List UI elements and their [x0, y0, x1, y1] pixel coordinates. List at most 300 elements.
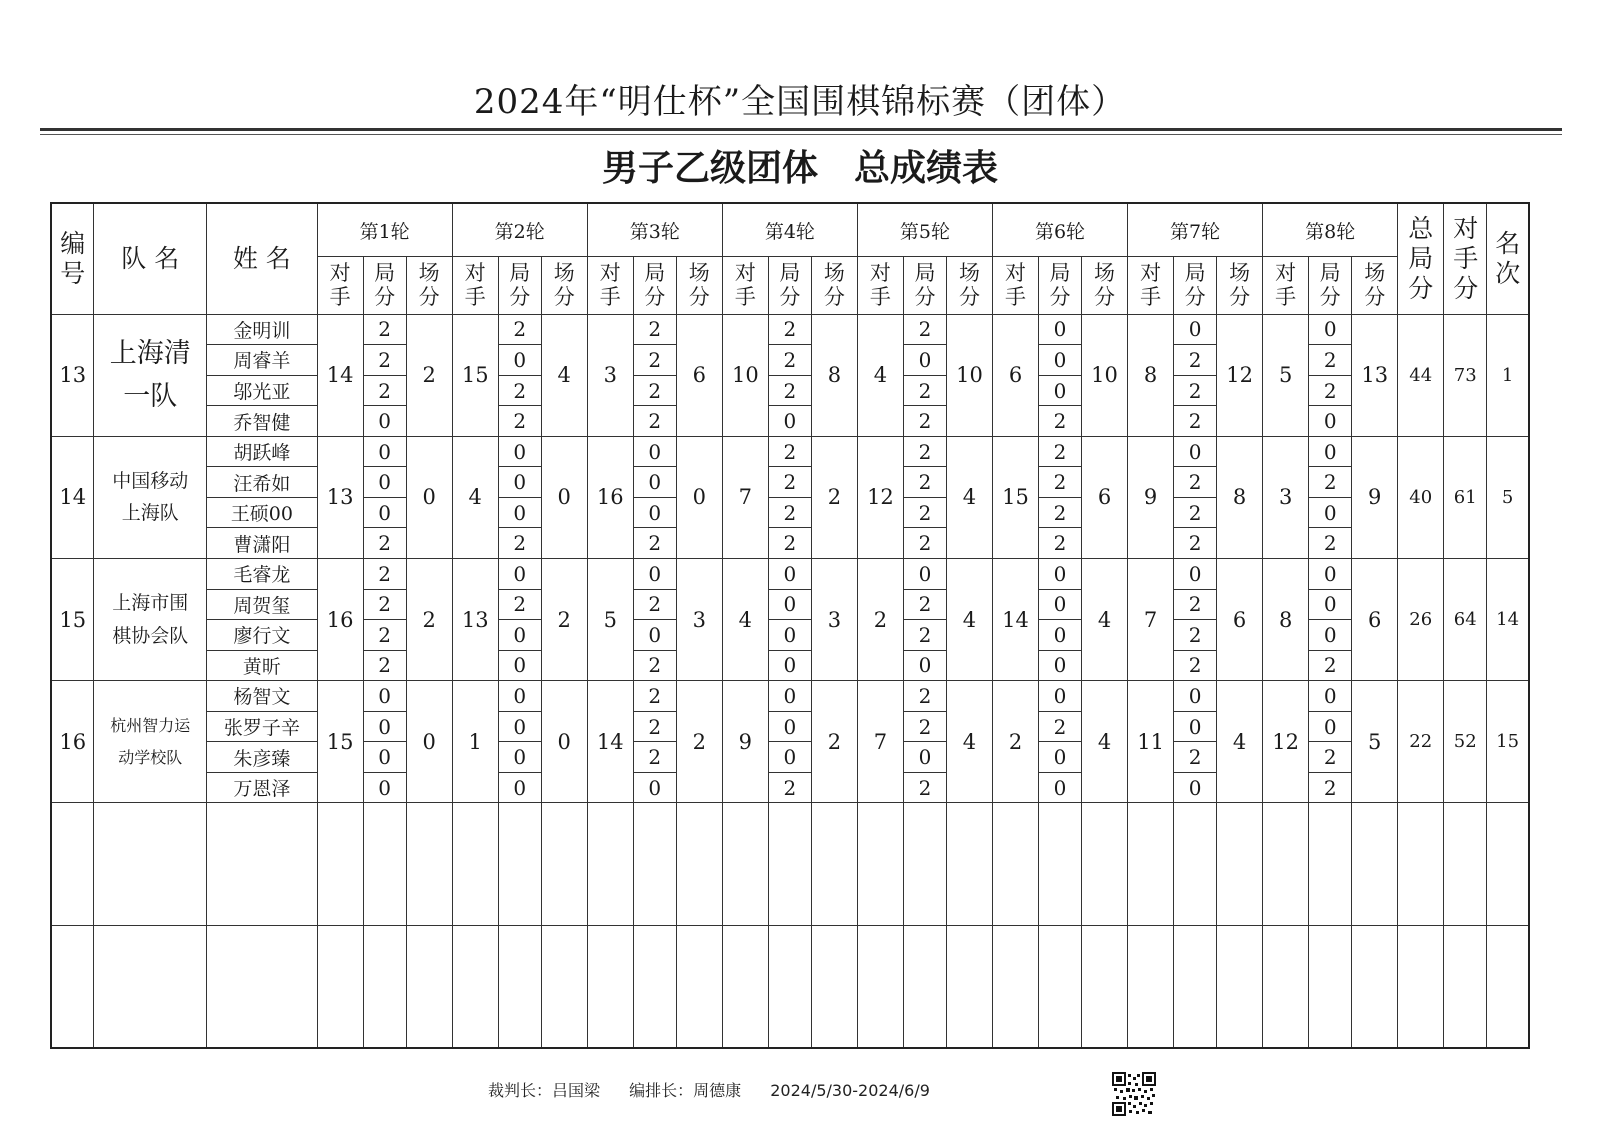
game-score: 2	[498, 528, 541, 559]
game-score: 0	[768, 650, 811, 681]
game-score: 0	[1039, 314, 1082, 345]
empty-cell	[1174, 925, 1217, 1048]
game-score: 2	[1039, 406, 1082, 437]
referee-text: 裁判长：吕国梁	[488, 1081, 601, 1100]
empty-cell	[1398, 803, 1444, 925]
round-opponent: 7	[722, 436, 768, 558]
player-name: 乔智健	[207, 406, 318, 437]
game-score: 2	[498, 589, 541, 620]
game-score: 2	[633, 406, 676, 437]
game-score: 2	[768, 375, 811, 406]
empty-cell	[1039, 803, 1082, 925]
empty-cell	[363, 925, 406, 1048]
header-round-1: 第1轮	[317, 203, 452, 257]
match-score: 6	[1352, 559, 1398, 681]
match-score: 8	[1217, 436, 1263, 558]
round-opponent: 4	[452, 436, 498, 558]
team-name-line1: 杭州智力运	[110, 715, 191, 735]
game-score: 0	[903, 559, 946, 590]
game-score: 0	[633, 436, 676, 467]
empty-cell	[811, 803, 857, 925]
round-opponent: 12	[1263, 681, 1309, 803]
header-round-6: 第6轮	[992, 203, 1127, 257]
empty-cell	[498, 803, 541, 925]
header-match-score-r6: 场分	[1082, 257, 1128, 315]
team-number: 16	[51, 681, 94, 803]
game-score: 0	[768, 620, 811, 651]
empty-cell	[857, 925, 903, 1048]
game-score: 0	[1309, 559, 1352, 590]
game-score: 2	[633, 589, 676, 620]
title-rule-thin	[40, 134, 1562, 135]
match-score: 12	[1217, 314, 1263, 436]
game-score: 0	[1039, 742, 1082, 773]
game-score: 2	[768, 772, 811, 803]
round-opponent: 6	[992, 314, 1038, 436]
header-game-score-r4: 局分	[768, 257, 811, 315]
header-opponent-r8: 对手	[1263, 257, 1309, 315]
empty-cell	[992, 803, 1038, 925]
game-score: 2	[633, 742, 676, 773]
header-game-score-r2: 局分	[498, 257, 541, 315]
header-opponent-r4: 对手	[722, 257, 768, 315]
empty-cell	[857, 803, 903, 925]
game-score: 0	[498, 711, 541, 742]
game-score: 0	[1039, 650, 1082, 681]
round-opponent: 14	[587, 681, 633, 803]
team-name-line2: 上海队	[121, 502, 179, 525]
game-score: 0	[363, 711, 406, 742]
scheduler-text: 编排长：周德康	[629, 1081, 742, 1100]
match-score: 9	[1352, 436, 1398, 558]
header-match-score-r8: 场分	[1352, 257, 1398, 315]
game-score: 0	[1174, 314, 1217, 345]
table-row	[51, 314, 1529, 345]
match-score: 4	[946, 436, 992, 558]
empty-cell	[1309, 925, 1352, 1048]
match-score: 6	[1082, 436, 1128, 558]
player-name: 廖行文	[207, 620, 318, 651]
empty-cell	[94, 925, 207, 1048]
game-score: 2	[1174, 528, 1217, 559]
game-score: 2	[1174, 467, 1217, 498]
empty-cell	[633, 925, 676, 1048]
round-opponent: 13	[317, 436, 363, 558]
game-score: 2	[1039, 528, 1082, 559]
header-game-score-r1: 局分	[363, 257, 406, 315]
game-score: 2	[1039, 467, 1082, 498]
game-score: 2	[903, 497, 946, 528]
match-score: 6	[676, 314, 722, 436]
game-score: 0	[363, 772, 406, 803]
empty-cell	[1487, 803, 1529, 925]
game-score: 2	[1174, 345, 1217, 376]
game-score: 2	[633, 314, 676, 345]
game-score: 0	[1039, 375, 1082, 406]
game-score: 2	[633, 528, 676, 559]
header-opponent-r2: 对手	[452, 257, 498, 315]
game-score: 0	[1309, 314, 1352, 345]
total-game-score: 44	[1398, 314, 1444, 436]
table-subtitle: 男子乙级团体 总成绩表	[601, 148, 998, 189]
game-score: 2	[633, 681, 676, 712]
round-opponent: 11	[1128, 681, 1174, 803]
game-score: 0	[1039, 772, 1082, 803]
empty-cell	[1352, 925, 1398, 1048]
game-score: 2	[1174, 589, 1217, 620]
player-name: 曹潇阳	[207, 528, 318, 559]
match-score: 0	[676, 436, 722, 558]
game-score: 0	[903, 742, 946, 773]
game-score: 0	[1309, 497, 1352, 528]
round-opponent: 15	[452, 314, 498, 436]
opponent-score: 61	[1444, 436, 1487, 558]
player-name: 周睿羊	[207, 345, 318, 376]
game-score: 2	[633, 345, 676, 376]
game-score: 2	[903, 772, 946, 803]
game-score: 0	[363, 467, 406, 498]
game-score: 0	[498, 559, 541, 590]
game-score: 0	[768, 559, 811, 590]
empty-cell	[541, 925, 587, 1048]
header-team: 队 名	[94, 203, 207, 314]
round-opponent: 14	[317, 314, 363, 436]
table-row	[51, 681, 1529, 712]
empty-cell	[1263, 925, 1309, 1048]
match-score: 8	[811, 314, 857, 436]
empty-cell	[406, 925, 452, 1048]
game-score: 0	[768, 742, 811, 773]
header-rank: 名次	[1487, 203, 1529, 314]
game-score: 2	[1039, 497, 1082, 528]
player-name: 金明训	[207, 314, 318, 345]
game-score: 0	[1174, 559, 1217, 590]
empty-cell	[722, 925, 768, 1048]
header-round-7: 第7轮	[1128, 203, 1263, 257]
game-score: 0	[498, 620, 541, 651]
game-score: 2	[903, 375, 946, 406]
empty-cell	[1082, 803, 1128, 925]
empty-cell	[541, 803, 587, 925]
header-opponent-score: 对手分	[1444, 203, 1487, 314]
empty-cell	[452, 803, 498, 925]
game-score: 0	[1309, 436, 1352, 467]
game-score: 2	[1039, 436, 1082, 467]
title-rule-thick	[40, 128, 1562, 131]
game-score: 2	[1309, 528, 1352, 559]
round-opponent: 7	[857, 681, 903, 803]
game-score: 0	[1039, 620, 1082, 651]
match-score: 4	[1082, 681, 1128, 803]
header-round-4: 第4轮	[722, 203, 857, 257]
round-opponent: 7	[1128, 559, 1174, 681]
header-round-3: 第3轮	[587, 203, 722, 257]
empty-cell	[1128, 925, 1174, 1048]
game-score: 2	[903, 436, 946, 467]
empty-cell	[317, 925, 363, 1048]
header-match-score-r1: 场分	[406, 257, 452, 315]
empty-cell	[1217, 803, 1263, 925]
header-match-score-r5: 场分	[946, 257, 992, 315]
round-opponent: 12	[857, 436, 903, 558]
round-opponent: 8	[1263, 559, 1309, 681]
game-score: 0	[498, 772, 541, 803]
empty-cell	[1082, 925, 1128, 1048]
player-name: 毛睿龙	[207, 559, 318, 590]
team-name-line2: 棋协会队	[112, 624, 189, 647]
header-game-score-r3: 局分	[633, 257, 676, 315]
game-score: 0	[1174, 711, 1217, 742]
round-opponent: 4	[722, 559, 768, 681]
empty-cell	[51, 803, 94, 925]
header-opponent-r7: 对手	[1128, 257, 1174, 315]
opponent-score: 52	[1444, 681, 1487, 803]
empty-cell	[722, 803, 768, 925]
game-score: 2	[1174, 375, 1217, 406]
game-score: 2	[363, 314, 406, 345]
game-score: 0	[903, 345, 946, 376]
header-game-score-r5: 局分	[903, 257, 946, 315]
game-score: 2	[768, 345, 811, 376]
empty-cell	[207, 925, 318, 1048]
game-score: 2	[768, 497, 811, 528]
game-score: 2	[363, 528, 406, 559]
game-score: 2	[768, 528, 811, 559]
empty-cell	[946, 803, 992, 925]
match-score: 6	[1217, 559, 1263, 681]
empty-cell	[992, 925, 1038, 1048]
player-name: 汪希如	[207, 467, 318, 498]
empty-cell	[1444, 925, 1487, 1048]
game-score: 0	[498, 742, 541, 773]
empty-cell	[452, 925, 498, 1048]
game-score: 0	[768, 406, 811, 437]
empty-cell	[1217, 925, 1263, 1048]
empty-cell	[587, 925, 633, 1048]
game-score: 2	[1309, 772, 1352, 803]
empty-cell	[903, 803, 946, 925]
game-score: 0	[363, 742, 406, 773]
header-match-score-r3: 场分	[676, 257, 722, 315]
rank: 15	[1487, 681, 1529, 803]
empty-cell	[406, 803, 452, 925]
game-score: 2	[1174, 650, 1217, 681]
team-name	[94, 681, 207, 803]
game-score: 0	[633, 620, 676, 651]
header-total-game-score: 总局分	[1398, 203, 1444, 314]
match-score: 0	[541, 436, 587, 558]
game-score: 2	[903, 467, 946, 498]
round-opponent: 16	[587, 436, 633, 558]
empty-cell	[676, 803, 722, 925]
empty-cell	[768, 803, 811, 925]
team-number: 13	[51, 314, 94, 436]
game-score: 0	[498, 467, 541, 498]
game-score: 2	[903, 528, 946, 559]
round-opponent: 3	[1263, 436, 1309, 558]
game-score: 0	[363, 681, 406, 712]
game-score: 2	[768, 436, 811, 467]
game-score: 0	[1039, 345, 1082, 376]
game-score: 0	[363, 497, 406, 528]
empty-cell	[633, 803, 676, 925]
game-score: 0	[498, 681, 541, 712]
empty-cell	[587, 803, 633, 925]
team-number: 14	[51, 436, 94, 558]
game-score: 0	[363, 406, 406, 437]
qr-code-icon	[1112, 1072, 1156, 1116]
total-game-score: 22	[1398, 681, 1444, 803]
game-score: 0	[768, 589, 811, 620]
round-opponent: 2	[857, 559, 903, 681]
game-score: 0	[1309, 406, 1352, 437]
game-score: 2	[633, 650, 676, 681]
empty-cell	[317, 803, 363, 925]
round-opponent: 5	[1263, 314, 1309, 436]
game-score: 2	[498, 375, 541, 406]
results-table	[50, 202, 1530, 1049]
team-name-line2: 动学校队	[118, 747, 183, 767]
game-score: 0	[1039, 681, 1082, 712]
game-score: 0	[1039, 589, 1082, 620]
total-game-score: 40	[1398, 436, 1444, 558]
match-score: 0	[406, 436, 452, 558]
round-opponent: 14	[992, 559, 1038, 681]
match-score: 2	[406, 559, 452, 681]
game-score: 0	[1174, 436, 1217, 467]
game-score: 2	[768, 467, 811, 498]
round-opponent: 8	[1128, 314, 1174, 436]
game-score: 0	[633, 497, 676, 528]
empty-cell	[94, 803, 207, 925]
player-name: 王硕00	[207, 497, 318, 528]
game-score: 0	[633, 559, 676, 590]
empty-cell	[768, 925, 811, 1048]
player-name: 张罗子辛	[207, 711, 318, 742]
game-score: 2	[903, 681, 946, 712]
game-score: 2	[903, 620, 946, 651]
game-score: 2	[1309, 345, 1352, 376]
header-game-score-r8: 局分	[1309, 257, 1352, 315]
empty-cell	[1174, 803, 1217, 925]
game-score: 2	[363, 345, 406, 376]
game-score: 2	[363, 589, 406, 620]
game-score: 0	[363, 436, 406, 467]
opponent-score: 64	[1444, 559, 1487, 681]
game-score: 2	[1309, 467, 1352, 498]
game-score: 0	[1309, 589, 1352, 620]
header-match-score-r2: 场分	[541, 257, 587, 315]
game-score: 0	[498, 497, 541, 528]
total-game-score: 26	[1398, 559, 1444, 681]
game-score: 2	[1174, 406, 1217, 437]
round-opponent: 2	[992, 681, 1038, 803]
round-opponent: 10	[722, 314, 768, 436]
player-name: 杨智文	[207, 681, 318, 712]
player-name: 邬光亚	[207, 375, 318, 406]
team-name-line2: 一队	[123, 381, 178, 413]
header-round-5: 第5轮	[857, 203, 992, 257]
empty-cell	[1398, 925, 1444, 1048]
header-round-8: 第8轮	[1263, 203, 1398, 257]
game-score: 2	[498, 314, 541, 345]
round-opponent: 5	[587, 559, 633, 681]
empty-cell	[1352, 803, 1398, 925]
round-opponent: 13	[452, 559, 498, 681]
header-opponent-r6: 对手	[992, 257, 1038, 315]
match-score: 0	[406, 681, 452, 803]
match-score: 4	[1082, 559, 1128, 681]
match-score: 2	[811, 436, 857, 558]
player-name: 朱彦臻	[207, 742, 318, 773]
header-no: 编号	[51, 203, 94, 314]
match-score: 3	[811, 559, 857, 681]
game-score: 2	[498, 406, 541, 437]
round-opponent: 3	[587, 314, 633, 436]
empty-cell	[51, 925, 94, 1048]
empty-cell	[903, 925, 946, 1048]
game-score: 0	[768, 681, 811, 712]
team-name	[94, 436, 207, 558]
round-opponent: 4	[857, 314, 903, 436]
header-opponent-r5: 对手	[857, 257, 903, 315]
game-score: 2	[1039, 711, 1082, 742]
game-score: 2	[363, 620, 406, 651]
team-name	[94, 559, 207, 681]
game-score: 0	[1174, 772, 1217, 803]
game-score: 0	[1309, 620, 1352, 651]
empty-cell	[1309, 803, 1352, 925]
match-score: 4	[541, 314, 587, 436]
empty-cell	[207, 803, 318, 925]
game-score: 2	[903, 589, 946, 620]
game-score: 2	[1174, 742, 1217, 773]
game-score: 2	[1309, 650, 1352, 681]
match-score: 4	[1217, 681, 1263, 803]
round-opponent: 1	[452, 681, 498, 803]
document-title: 2024年“明仕杯”全国围棋锦标赛（团体）	[473, 82, 1127, 122]
match-score: 2	[676, 681, 722, 803]
round-opponent: 9	[722, 681, 768, 803]
game-score: 2	[903, 711, 946, 742]
team-name	[94, 314, 207, 436]
game-score: 0	[1309, 711, 1352, 742]
player-name: 万恩泽	[207, 772, 318, 803]
empty-cell	[1444, 803, 1487, 925]
match-score: 3	[676, 559, 722, 681]
match-score: 2	[811, 681, 857, 803]
game-score: 2	[363, 650, 406, 681]
game-score: 0	[1174, 681, 1217, 712]
match-score: 4	[946, 559, 992, 681]
empty-cell	[1128, 803, 1174, 925]
match-score: 10	[946, 314, 992, 436]
header-game-score-r7: 局分	[1174, 257, 1217, 315]
header-name: 姓 名	[207, 203, 318, 314]
date-range: 2024/5/30-2024/6/9	[770, 1081, 930, 1100]
header-opponent-r3: 对手	[587, 257, 633, 315]
game-score: 2	[1174, 497, 1217, 528]
player-name: 周贺玺	[207, 589, 318, 620]
header-match-score-r4: 场分	[811, 257, 857, 315]
empty-cell	[1263, 803, 1309, 925]
header-round-2: 第2轮	[452, 203, 587, 257]
game-score: 2	[903, 406, 946, 437]
empty-cell	[1039, 925, 1082, 1048]
team-name-line1: 上海市围	[112, 592, 189, 615]
match-score: 13	[1352, 314, 1398, 436]
match-score: 4	[946, 681, 992, 803]
